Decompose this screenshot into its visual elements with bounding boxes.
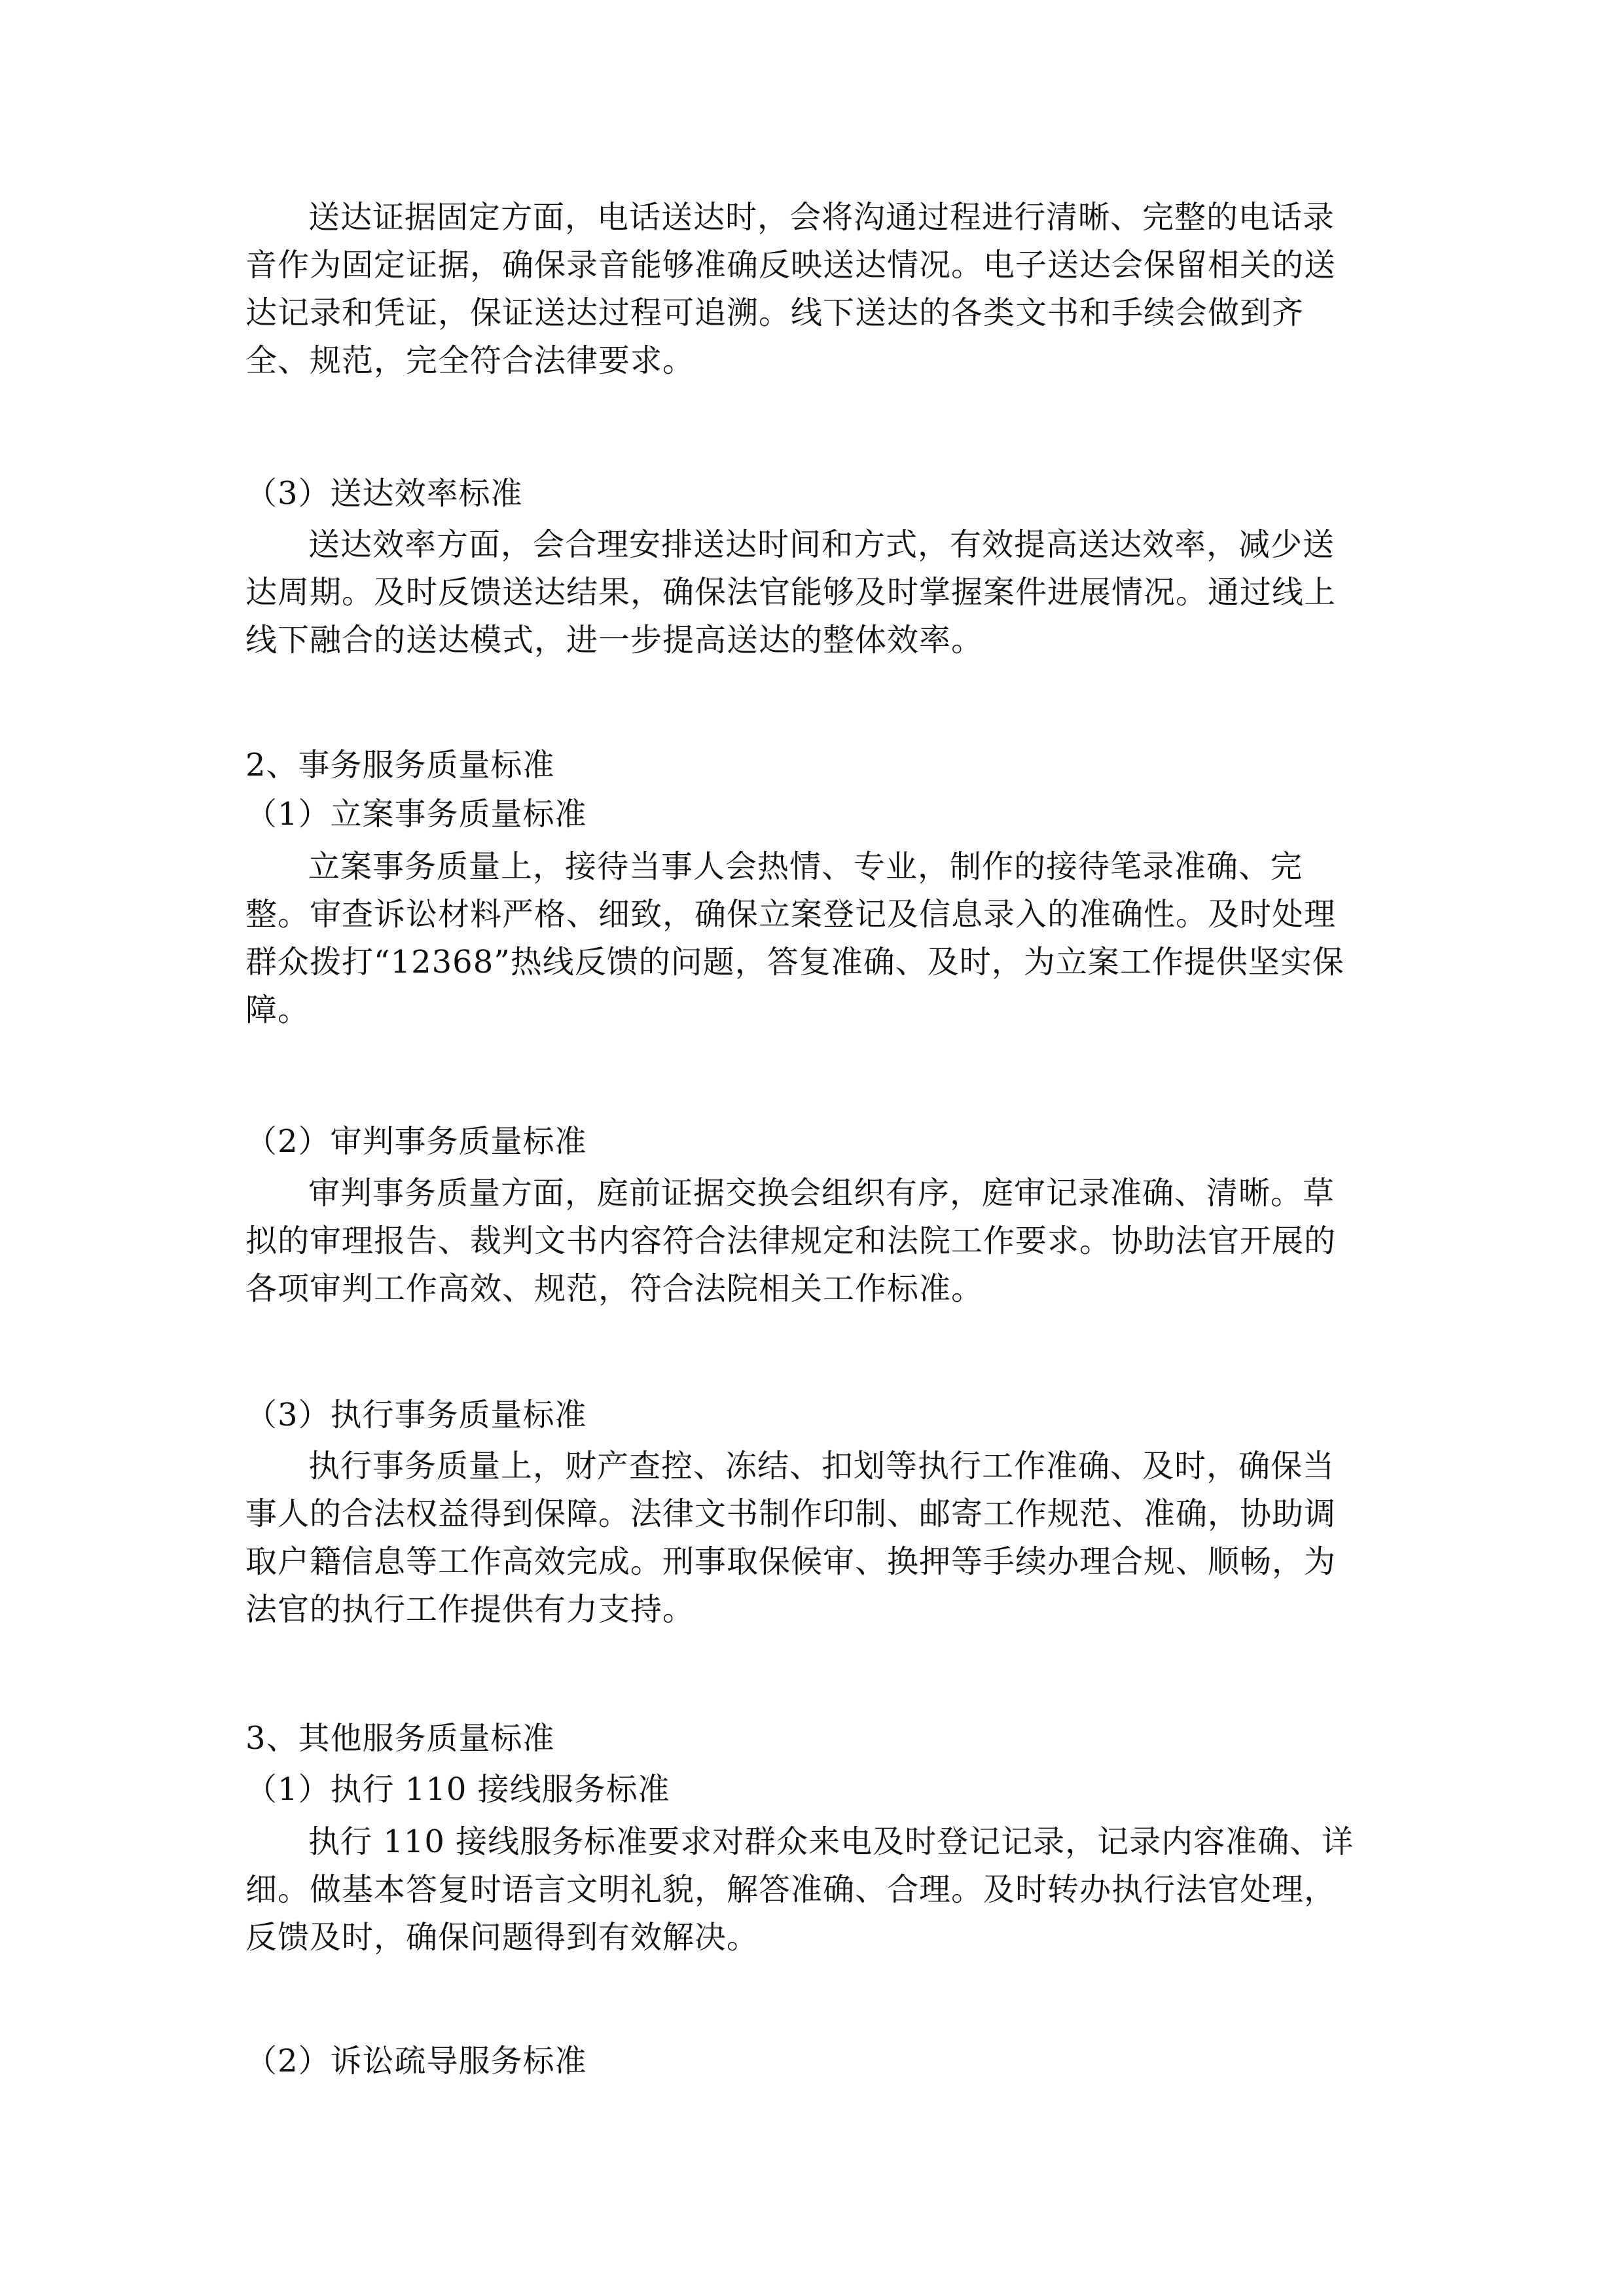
heading-filing-quality: （1）立案事务质量标准 xyxy=(245,796,587,833)
paragraph-line: 全、规范，完全符合法律要求。 xyxy=(245,342,695,379)
heading-execution-quality: （3）执行事务质量标准 xyxy=(245,1397,587,1433)
paragraph-line: 立案事务质量上，接待当事人会热情、专业，制作的接待笔录准确、完 xyxy=(308,848,1303,885)
paragraph-line: 各项审判工作高效、规范，符合法院相关工作标准。 xyxy=(245,1270,984,1307)
paragraph-line: 执行 110 接线服务标准要求对群众来电及时登记记录，记录内容准确、详 xyxy=(308,1823,1354,1860)
heading-other-service-quality: 3、其他服务质量标准 xyxy=(245,1720,555,1757)
paragraph-line: 送达证据固定方面，电话送达时，会将沟通过程进行清晰、完整的电话录 xyxy=(308,199,1335,236)
paragraph-110-hotline xyxy=(245,1818,1384,1962)
paragraph-trial-quality xyxy=(245,1170,1384,1313)
paragraph-filing-quality xyxy=(245,843,1384,1034)
paragraph-line: 事人的合法权益得到保障。法律文书制作印制、邮寄工作规范、准确，协助调 xyxy=(245,1496,1337,1532)
paragraph-execution-quality xyxy=(245,1443,1384,1634)
paragraph-line: 法官的执行工作提供有力支持。 xyxy=(245,1591,695,1628)
paragraph-line: 细。做基本答复时语言文明礼貌，解答准确、合理。及时转办执行法官处理， xyxy=(245,1871,1337,1908)
heading-trial-quality: （2）审判事务质量标准 xyxy=(245,1123,587,1160)
paragraph-line: 整。审查诉讼材料严格、细致，确保立案登记及信息录入的准确性。及时处理 xyxy=(245,896,1337,933)
paragraph-line: 达记录和凭证，保证送达过程可追溯。线下送达的各类文书和手续会做到齐 xyxy=(245,295,1305,331)
paragraph-delivery-efficiency xyxy=(245,521,1384,664)
paragraph-line: 线下融合的送达模式，进一步提高送达的整体效率。 xyxy=(245,622,984,658)
heading-110-hotline: （1）执行 110 接线服务标准 xyxy=(245,1771,670,1808)
paragraph-line: 障。 xyxy=(245,992,310,1028)
paragraph-line: 执行事务质量上，财产查控、冻结、扣划等执行工作准确、及时，确保当 xyxy=(308,1448,1335,1484)
heading-delivery-efficiency: （3）送达效率标准 xyxy=(245,475,523,512)
paragraph-line: 审判事务质量方面，庭前证据交换会组织有序，庭审记录准确、清晰。草 xyxy=(308,1175,1335,1211)
paragraph-line: 达周期。及时反馈送达结果，确保法官能够及时掌握案件进展情况。通过线上 xyxy=(245,574,1337,611)
paragraph-line: 送达效率方面，会合理安排送达时间和方式，有效提高送达效率，减少送 xyxy=(308,526,1335,563)
heading-affairs-service-quality: 2、事务服务质量标准 xyxy=(245,747,555,783)
paragraph-evidence-fixing xyxy=(245,194,1384,385)
paragraph-line: 音作为固定证据，确保录音能够准确反映送达情况。电子送达会保留相关的送 xyxy=(245,247,1337,283)
paragraph-line: 群众拨打“12368”热线反馈的问题，答复准确、及时，为立案工作提供坚实保 xyxy=(245,944,1344,980)
paragraph-line: 拟的审理报告、裁判文书内容符合法律规定和法院工作要求。协助法官开展的 xyxy=(245,1223,1337,1259)
heading-litigation-guidance: （2）诉讼疏导服务标准 xyxy=(245,2043,587,2079)
paragraph-line: 取户籍信息等工作高效完成。刑事取保候审、换押等手续办理合规、顺畅，为 xyxy=(245,1543,1337,1580)
paragraph-line: 反馈及时，确保问题得到有效解决。 xyxy=(245,1919,759,1956)
